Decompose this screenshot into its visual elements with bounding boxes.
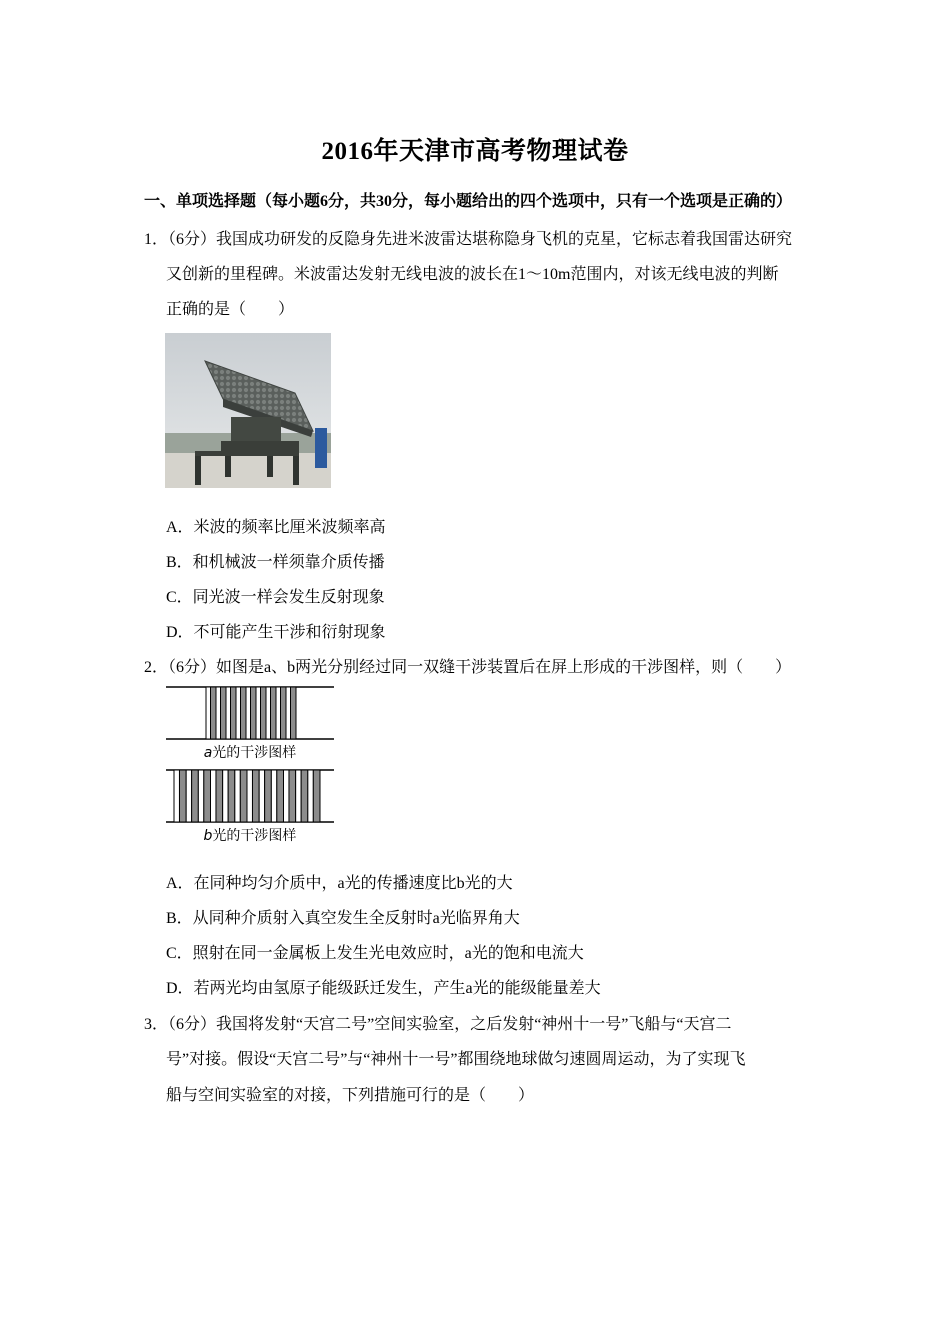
fringe-label-b: b光的干涉图样	[203, 828, 297, 844]
fringe-b-bright-fringe	[296, 770, 301, 822]
fringe-a-dark-fringe	[231, 687, 237, 739]
question-3-line-2: 号”对接。假设“天宫二号”与“神州十一号”都围绕地球做匀速圆周运动，为了实现飞	[166, 1051, 746, 1068]
question-1-line-3: 正确的是（ ）	[166, 301, 295, 318]
fringe-b-bright-fringe	[247, 770, 252, 822]
fringe-b-dark-fringe	[301, 770, 308, 822]
fringe-b-dark-fringe	[240, 770, 247, 822]
question-1-line-2: 又创新的里程碑。米波雷达发射无线电波的波长在1～10m范围内，对该无线电波的判断	[166, 266, 779, 283]
fringe-b-dark-fringe	[204, 770, 211, 822]
fringe-b-dark-fringe	[216, 770, 223, 822]
question-3-line-1: 3．（6分）我国将发射“天宫二号”空间实验室，之后发射“神州十一号”飞船与“天宫二	[144, 1016, 732, 1033]
page-title: 2016年天津市高考物理试卷	[321, 138, 629, 165]
fringe-b-dark-fringe	[179, 770, 186, 822]
question-3-line-3: 船与空间实验室的对接，下列措施可行的是（ ）	[166, 1087, 535, 1104]
fringe-a-dark-fringe	[241, 687, 247, 739]
question-1-option-d: D．不可能产生干涉和衍射现象	[166, 624, 386, 641]
fringe-a-dark-fringe	[261, 687, 267, 739]
fringe-a-bright-fringe	[256, 687, 261, 739]
fringe-a-bright-fringe	[216, 687, 221, 739]
section-heading: 一、单项选择题（每小题6分，共30分，每小题给出的四个选项中，只有一个选项是正确的）	[144, 193, 793, 210]
fringe-b-bright-fringe	[211, 770, 216, 822]
fringe-label-a: a光的干涉图样	[203, 745, 297, 761]
question-1-option-b: B．和机械波一样须靠介质传播	[166, 554, 385, 571]
fringe-a-dark-fringe	[211, 687, 217, 739]
question-2-option-d: D．若两光均由氢原子能级跃迁发生，产生a光的能级能量差大	[166, 980, 601, 997]
fringe-a-dark-fringe	[281, 687, 287, 739]
fringe-a-dark-fringe	[221, 687, 227, 739]
fringe-b-bright-fringe	[186, 770, 191, 822]
question-1-option-a: A．米波的频率比厘米波频率高	[166, 519, 386, 536]
question-1-line-1: 1．（6分）我国成功研发的反隐身先进米波雷达堪称隐身飞机的克星，它标志着我国雷达研究	[144, 231, 793, 248]
fringe-b-bright-fringe	[223, 770, 228, 822]
question-1-option-c: C．同光波一样会发生反射现象	[166, 589, 385, 606]
fringe-a-bright-fringe	[276, 687, 281, 739]
fringe-a-bright-fringe	[236, 687, 241, 739]
fringe-a-bright-fringe	[266, 687, 271, 739]
fringe-b-bright-fringe	[308, 770, 313, 822]
fringe-b-dark-fringe	[192, 770, 199, 822]
fringe-b-dark-fringe	[265, 770, 272, 822]
question-2-option-c: C．照射在同一金属板上发生光电效应时，a光的饱和电流大	[166, 945, 584, 962]
fringe-b-bright-fringe	[174, 770, 179, 822]
fringe-b-dark-fringe	[252, 770, 259, 822]
question-2-option-b: B．从同种介质射入真空发生全反射时a光临界角大	[166, 910, 520, 927]
fringe-pattern-b	[166, 769, 334, 823]
fringe-a-bright-fringe	[286, 687, 291, 739]
fringe-a-bright-fringe	[246, 687, 251, 739]
question-2-option-a: A．在同种均匀介质中，a光的传播速度比b光的大	[166, 875, 513, 892]
fringe-a-bright-fringe	[226, 687, 231, 739]
fringe-b-dark-fringe	[228, 770, 235, 822]
fringe-a-dark-fringe	[271, 687, 277, 739]
fringe-b-bright-fringe	[198, 770, 203, 822]
fringe-b-bright-fringe	[271, 770, 276, 822]
question-2-line-1: 2．（6分）如图是a、b两光分别经过同一双缝干涉装置后在屏上形成的干涉图样，则（ ）	[144, 659, 792, 676]
fringe-pattern-a	[166, 686, 334, 740]
fringe-b-bright-fringe	[235, 770, 240, 822]
fringe-b-dark-fringe	[277, 770, 284, 822]
fringe-b-dark-fringe	[313, 770, 320, 822]
fringe-a-dark-fringe	[291, 687, 297, 739]
fringe-b-bright-fringe	[259, 770, 264, 822]
radar-photo	[165, 333, 331, 488]
fringe-a-dark-fringe	[251, 687, 257, 739]
fringe-b-bright-fringe	[284, 770, 289, 822]
fringe-a-bright-fringe	[206, 687, 211, 739]
fringe-b-dark-fringe	[289, 770, 296, 822]
